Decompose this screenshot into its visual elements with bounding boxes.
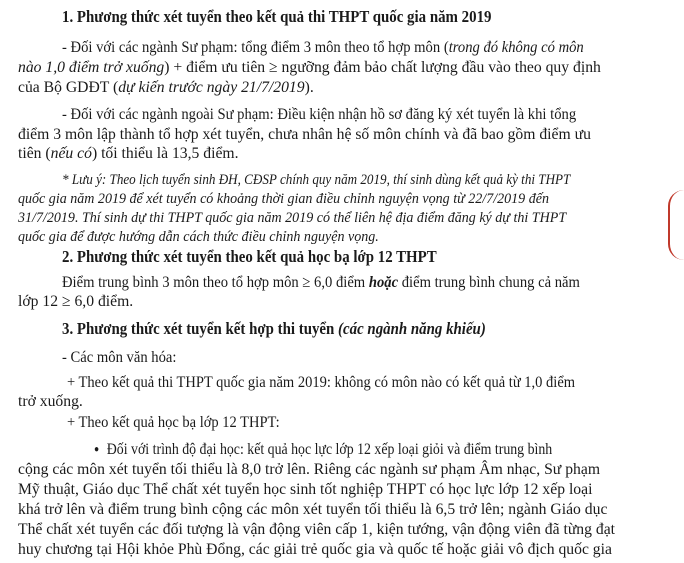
note-line-1: * Lưu ý: Theo lịch tuyển sinh ĐH, CĐSP chính quy năm 2019, thí sinh dùng kết quả kỳ thi THPT [62, 172, 571, 188]
text: Điểm trung bình 3 môn theo tổ hợp môn ≥ 6,0 điểm [62, 272, 369, 291]
s3-bullet-line-6: huy chương tại Hội khỏe Phù Đổng, các giải trẻ quốc gia và quốc tế hoặc giải vô địch quốc gia [18, 539, 612, 558]
s3-line-hocba: + Theo kết quả học bạ lớp 12 THPT: [67, 412, 280, 431]
s2-paragraph-line-2: lớp 12 ≥ 6,0 điểm. [18, 291, 134, 310]
text: điểm trung bình chung cả năm [398, 272, 580, 291]
text: ) + điểm ưu tiên ≥ ngưỡng đảm bảo chất lượng đầu vào theo quy định [164, 57, 601, 76]
s1-paragraph-2-line-2: điểm 3 môn lập thành tổ hợp xét tuyển, chưa nhân hệ số môn chính và đã bao gồm điểm ưu [18, 124, 591, 143]
s3-bullet-line-2: cộng các môn xét tuyển tối thiểu là 8,0 trở lên. Riêng các ngành sư phạm Âm nhạc, Sư phạm [18, 459, 601, 478]
s1-paragraph-1-line-1 [0, 37, 684, 57]
section-3-heading [0, 319, 684, 339]
s1-paragraph-1-line-2 [0, 57, 684, 77]
s3-line-thpt-1: + Theo kết quả thi THPT quốc gia năm 2019: không có môn nào có kết quả từ 1,0 điểm [67, 372, 576, 391]
s3-bullet-line-3: Mỹ thuật, Giáo dục Thể chất xét tuyển học sinh tốt nghiệp THPT có học lực lớp 12 xếp loại [18, 479, 593, 498]
s2-paragraph-line-1 [0, 272, 684, 292]
bullet-icon: ● [94, 444, 100, 455]
section-1-heading: 1. Phương thức xét tuyển theo kết quả thi THPT quốc gia năm 2019 [62, 7, 492, 26]
text: 3. Phương thức xét tuyển kết hợp thi tuyển [62, 319, 339, 338]
note-line-2: quốc gia năm 2019 để xét tuyển có khoảng thời gian điều chỉnh nguyện vọng từ 22/7/2019 đến [18, 191, 549, 207]
s3-bullet-line-5: Thể chất xét tuyển các đối tượng là vận động viên cấp 1, kiện tướng, vận động viên đã từng đạt [18, 519, 616, 538]
text-italic: nào 1,0 điểm trở xuống [18, 57, 165, 76]
text-italic: trong đó không có môn [448, 37, 584, 56]
s1-paragraph-1-line-3 [0, 77, 684, 97]
note-line-4: quốc gia để được hướng dẫn cách thức điều chỉnh nguyện vọng. [18, 229, 379, 245]
text: của Bộ GDĐT ( [18, 77, 119, 96]
s3-line-thpt-2: trở xuống. [18, 391, 83, 410]
text-bold-italic: hoặc [368, 272, 399, 291]
s3-bullet-line-1 [0, 439, 684, 460]
s1-paragraph-2-line-1: - Đối với các ngành ngoài Sư phạm: Điều kiện nhận hồ sơ đăng ký xét tuyển là khi tổng [62, 104, 577, 123]
text: Đối với trình độ đại học: kết quả học lực lớp 12 xếp loại giỏi và điểm trung bình [106, 439, 553, 458]
note-line-3: 31/7/2019. Thí sinh dự thi THPT quốc gia năm 2019 có thể liên hệ địa điểm đăng ký dự thi THPT [18, 210, 567, 226]
text: - Đối với các ngành Sư phạm: tổng điểm 3 môn theo tổ hợp môn ( [62, 37, 449, 56]
s3-line-culture: - Các môn văn hóa: [62, 347, 177, 366]
text: tiên ( [18, 143, 51, 162]
text: ). [304, 77, 314, 96]
s1-paragraph-2-line-3 [0, 143, 684, 163]
text-italic: dự kiến trước ngày 21/7/2019 [118, 77, 305, 96]
margin-annotation-mark [668, 190, 684, 260]
text-italic: (các ngành năng khiếu) [338, 319, 486, 338]
text: ) tối thiểu là 13,5 điểm. [91, 143, 239, 162]
text-italic: nếu có [50, 143, 92, 162]
s3-bullet-line-4: khá trở lên và điểm trung bình cộng các môn xét tuyển tối thiểu là 6,5 trở lên; ngành Giáo dục [18, 499, 608, 518]
section-2-heading: 2. Phương thức xét tuyển theo kết quả học bạ lớp 12 THPT [62, 247, 437, 266]
